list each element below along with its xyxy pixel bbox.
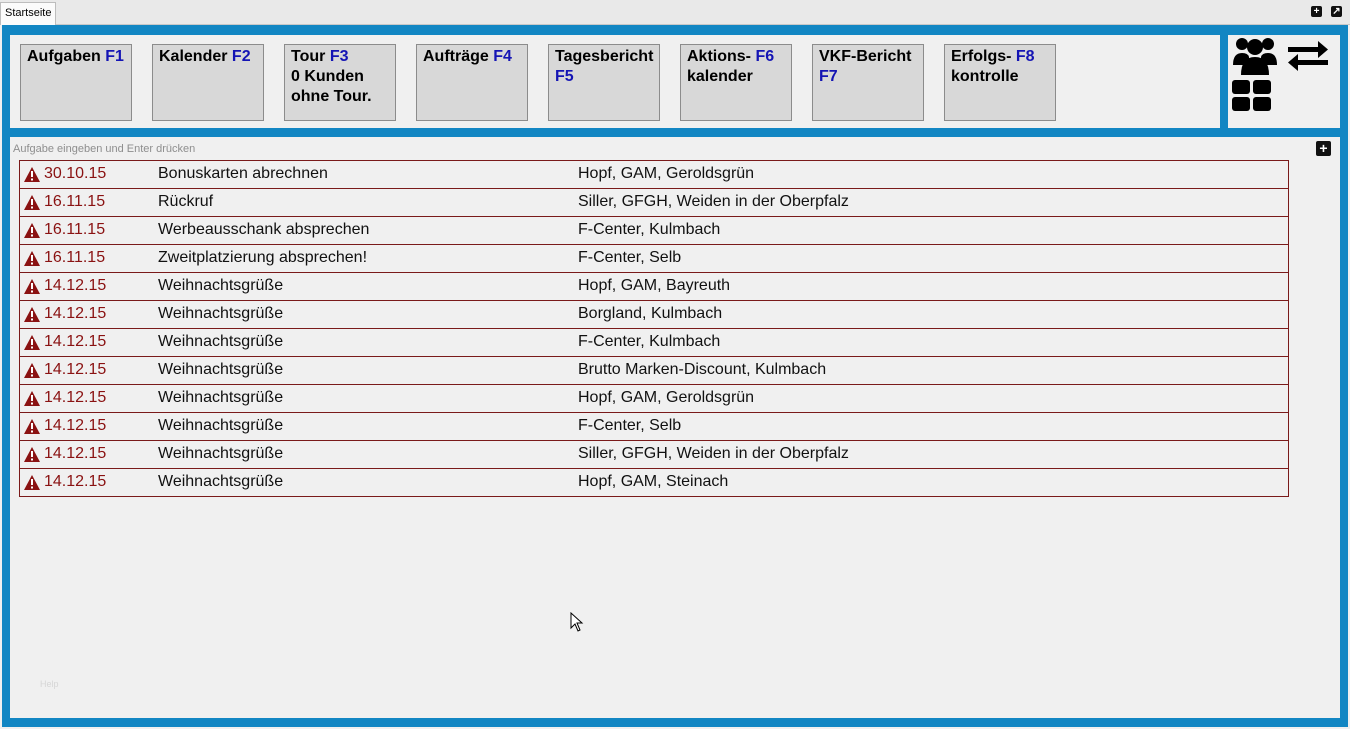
task-title: Weihnachtsgrüße — [158, 305, 284, 322]
mouse-cursor-icon — [570, 612, 584, 632]
warning-icon — [24, 195, 40, 210]
task-date: 14.12.15 — [44, 333, 107, 350]
task-row[interactable] — [20, 161, 1288, 189]
task-title: Weihnachtsgrüße — [158, 417, 284, 434]
task-row[interactable] — [20, 385, 1288, 413]
task-date: 14.12.15 — [44, 445, 107, 462]
task-table — [19, 160, 1289, 497]
function-key-label: F8 — [1015, 48, 1035, 65]
function-button-label: kalender — [687, 68, 753, 85]
function-button-label: VKF-Bericht — [819, 48, 912, 65]
tab-bar — [0, 0, 1350, 25]
task-customer: Hopf, GAM, Geroldsgrün — [578, 165, 755, 182]
task-title: Weihnachtsgrüße — [158, 445, 284, 462]
function-key-label: F3 — [329, 48, 349, 65]
warning-icon — [24, 251, 40, 266]
function-button-f2[interactable] — [152, 44, 264, 121]
task-row[interactable] — [20, 413, 1288, 441]
task-customer: Brutto Marken-Discount, Kulmbach — [578, 361, 827, 378]
warning-icon — [24, 447, 40, 462]
function-button-f6[interactable] — [680, 44, 792, 121]
warning-icon — [24, 475, 40, 490]
warning-icon — [24, 307, 40, 322]
task-date: 14.12.15 — [44, 305, 107, 322]
warning-icon — [24, 167, 40, 182]
task-title: Weihnachtsgrüße — [158, 361, 284, 378]
task-row[interactable] — [20, 357, 1288, 385]
task-title: Weihnachtsgrüße — [158, 277, 284, 294]
task-title: Bonuskarten abrechnen — [158, 165, 328, 182]
task-row[interactable] — [20, 329, 1288, 357]
task-date: 14.12.15 — [44, 389, 107, 406]
grid-icon[interactable] — [1232, 80, 1272, 112]
task-date: 16.11.15 — [44, 193, 106, 210]
function-button-label: kontrolle — [951, 68, 1019, 85]
warning-icon — [24, 363, 40, 378]
task-title: Werbeausschank absprechen — [158, 221, 370, 238]
task-row[interactable] — [20, 469, 1288, 497]
function-key-label: F6 — [755, 48, 775, 65]
warning-icon — [24, 279, 40, 294]
function-key-label: F4 — [493, 48, 512, 65]
function-key-label: F7 — [819, 68, 838, 85]
task-customer: F-Center, Kulmbach — [578, 333, 721, 350]
function-key-label: F1 — [105, 48, 124, 65]
function-button-label: Erfolgs- — [951, 48, 1012, 65]
function-button-label: Tour — [291, 48, 326, 65]
task-row[interactable] — [20, 245, 1288, 273]
add-task-icon[interactable]: + — [1316, 141, 1331, 156]
help-hint: Help — [40, 679, 59, 689]
task-customer: F-Center, Selb — [578, 249, 682, 266]
maximize-icon[interactable]: + — [1311, 6, 1322, 17]
task-customer: Borgland, Kulmbach — [578, 305, 723, 322]
function-button-label: 0 Kunden — [291, 68, 364, 85]
function-button-f1[interactable] — [20, 44, 132, 121]
function-key-label: F2 — [231, 48, 251, 65]
function-button-label: Aktions- — [687, 48, 751, 65]
task-row[interactable] — [20, 441, 1288, 469]
task-row[interactable] — [20, 217, 1288, 245]
task-title: Rückruf — [158, 193, 214, 210]
task-customer: F-Center, Kulmbach — [578, 221, 721, 238]
task-date: 16.11.15 — [44, 221, 106, 238]
task-customer: Hopf, GAM, Bayreuth — [578, 277, 731, 294]
popout-icon[interactable]: ↗ — [1332, 6, 1341, 17]
task-date: 16.11.15 — [44, 249, 106, 266]
function-button-label: Kalender — [159, 48, 228, 65]
task-customer: F-Center, Selb — [578, 417, 682, 434]
task-date: 14.12.15 — [44, 361, 107, 378]
task-title: Zweitplatzierung absprechen! — [158, 249, 368, 266]
task-date: 14.12.15 — [44, 277, 107, 294]
task-date: 14.12.15 — [44, 417, 107, 434]
task-row[interactable] — [20, 273, 1288, 301]
function-button-label: Tagesbericht — [555, 48, 654, 65]
swap-icon[interactable] — [1286, 40, 1330, 72]
task-date: 30.10.15 — [44, 165, 107, 182]
tab-startseite[interactable]: Startseite — [0, 2, 56, 25]
function-button-f7[interactable] — [812, 44, 924, 121]
task-title: Weihnachtsgrüße — [158, 389, 284, 406]
task-row[interactable] — [20, 301, 1288, 329]
function-button-label: ohne Tour. — [291, 88, 372, 105]
warning-icon — [24, 335, 40, 350]
warning-icon — [24, 391, 40, 406]
task-customer: Hopf, GAM, Geroldsgrün — [578, 389, 755, 406]
function-button-f3[interactable] — [284, 44, 396, 121]
task-row[interactable] — [20, 189, 1288, 217]
warning-icon — [24, 223, 40, 238]
task-input[interactable] — [11, 140, 1309, 158]
function-button-label: Aufgaben — [27, 48, 101, 65]
function-key-label: F5 — [555, 68, 574, 85]
warning-icon — [24, 419, 40, 434]
task-date: 14.12.15 — [44, 473, 107, 490]
function-button-f4[interactable] — [416, 44, 528, 121]
function-button-f8[interactable] — [944, 44, 1056, 121]
task-customer: Hopf, GAM, Steinach — [578, 473, 729, 490]
users-icon[interactable] — [1232, 35, 1278, 77]
task-title: Weihnachtsgrüße — [158, 473, 284, 490]
function-button-f5[interactable] — [548, 44, 660, 121]
task-title: Weihnachtsgrüße — [158, 333, 284, 350]
task-customer: Siller, GFGH, Weiden in der Oberpfalz — [578, 445, 849, 462]
function-button-label: Aufträge — [423, 48, 489, 65]
task-customer: Siller, GFGH, Weiden in der Oberpfalz — [578, 193, 849, 210]
